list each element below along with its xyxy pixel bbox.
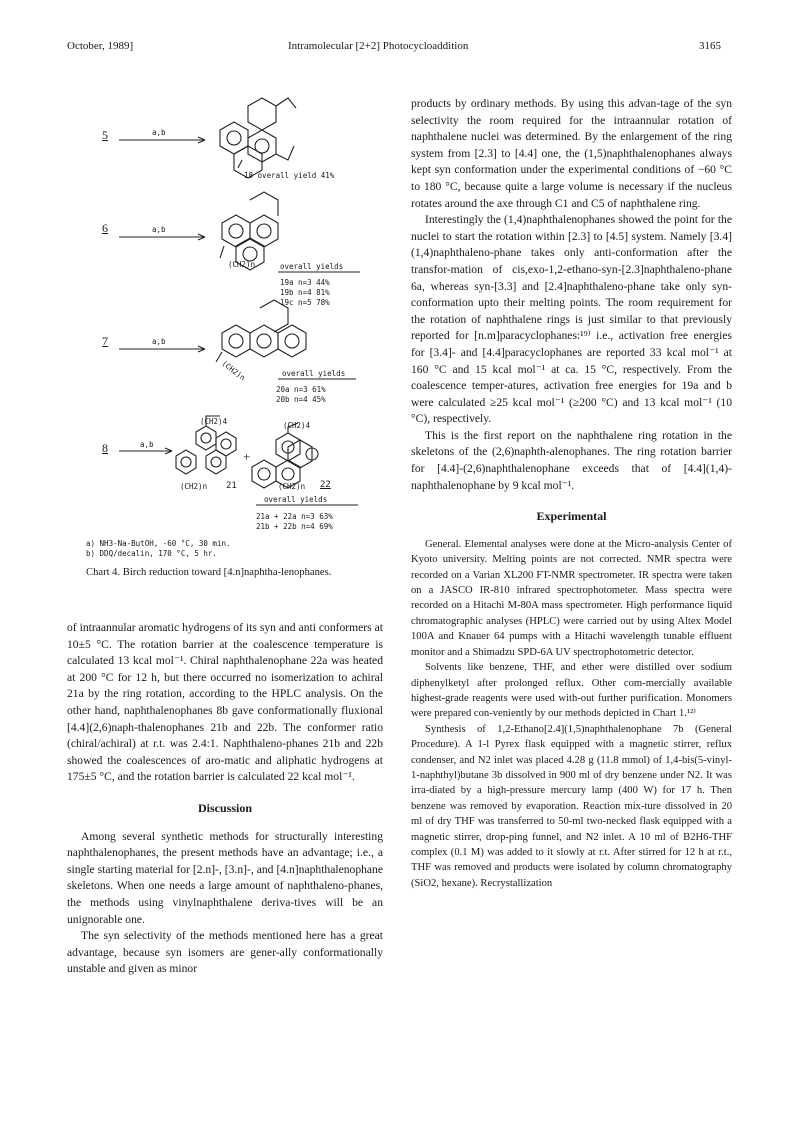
- chart-caption: Chart 4. Birch reduction toward [4.n]naphtha-lenophanes.: [86, 567, 332, 578]
- yield-row: 19c n=5 78%: [280, 298, 330, 307]
- yield-row: 19a n=3 44%: [280, 278, 330, 287]
- yields-title: overall yields: [264, 495, 328, 504]
- yields-title: overall yields: [282, 369, 346, 378]
- chain-label-bottom: (CH2)n: [278, 482, 306, 491]
- compound-label: 5: [102, 128, 108, 142]
- yield-row: 20a n=3 61%: [276, 385, 326, 394]
- experimental-section: [411, 537, 732, 891]
- chain-label: (CH2)n: [228, 260, 256, 269]
- yield-row: 19b n=4 81%: [280, 288, 330, 297]
- section-heading-experimental: Experimental: [536, 509, 607, 524]
- body-paragraph: The syn selectivity of the methods mentioned here has a great advantage, because syn isomers are gener-ally conformationally unstable and given as minor: [67, 929, 383, 976]
- reagent-label: a,b: [152, 225, 166, 234]
- yield-row: 21b + 22b n=4 69%: [256, 522, 333, 531]
- page-number: 3165: [699, 40, 721, 52]
- reagent-label: a,b: [152, 128, 166, 137]
- chain-label-bottom: (CH2)n: [180, 482, 208, 491]
- chain-label-top: (CH2)4: [200, 417, 228, 426]
- exp-paragraph: General. Elemental analyses were done at the Micro-analysis Center of Kyoto university. Melting points are not corrected. NMR spectra were recorded on a Varian XL200 FT-NMR spectrometer. IR spectra were taken on a JASCO IR-810 infrared spectrophotometer. Mass spectra were recorded on a Hitachi M-80A mass spectrometer. High performance liquid chromatographic analyses (HPLC) were carried out by using Altex Model 100A and Knauer 64 pumps with a Hitachi wavelength tunable effluent monitor and a Shimadzu SPD-6A UV spectrophotometric detector.: [411, 538, 732, 658]
- body-paragraph: Interestingly the (1,4)naphthalenophanes showed the point for the nuclei to start the rotation within [2.3] to [4.5] system. Namely [3.4](1,4)naphthaleno-phane takes only anti-conformation after the transfor-mation of cis,exo-1,2-ethano-syn-[2.3]naphthaleno-phane 6a, whereas syn-[3.3] and [2.4]naphthaleno-phane take only syn-conformation upto their melting points. The room requirement for the rotation of naphthalene rings is just similar to that previously reported for [n.m]paracyclophanes:¹⁹⁾ i.e., activation free energies for [3.4]- and [4.4]paracyclophanes are reported 33 kcal mol⁻¹ at 160 °C and 15 kcal mol⁻¹ at ca. 15 °C, respectively. From the coalescence temper-atures, activation free energies for 19a and b were calculated ≥25 kcal mol⁻¹ (≥200 °C) and 13 kcal mol⁻¹ (10 °C), respectively.: [411, 213, 732, 426]
- product-yield-18: 18 overall yield 41%: [244, 171, 335, 180]
- body-paragraph: products by ordinary methods. By using this advan-tage of the syn selectivity the room required for the intraannular rotation of naphthalene nuclei was determined. By the enlargement of the ring system from [2.3] to [4.4] one, the (1,5)naphthalenophanes always kept syn conformation under the experimental conditions of −60 °C to 180 °C, because quite a large volume is necessary if the nucleus rotates around the axe through C1 and C5 of naphthalene ring.: [411, 97, 732, 210]
- left-column: [67, 620, 383, 978]
- body-paragraph: This is the first report on the naphthalene ring rotation in the skeletons of the (2,6)naphth-alenophanes. The ring rotation barrier for [4.4]-(2,6)naphthalenophane exceeds that of [4.4](1,4)-naphthalenophane by 9 kcal mol⁻¹.: [411, 428, 732, 492]
- section-heading-discussion: Discussion: [197, 800, 253, 815]
- footnote: b) DDQ/decalin, 170 °C, 5 hr.: [86, 549, 217, 558]
- plus-sign: +: [243, 449, 251, 464]
- structure-20: [216, 300, 306, 362]
- running-date: October, 1989]: [67, 40, 134, 52]
- body-paragraph: of intraannular aromatic hydrogens of its syn and anti conformers at 10±5 °C. The rotation barrier at the coalescence temperature is calculated 13 kcal mol⁻¹. Chiral naphthalenophane 22a was heated at 200 °C for 12 h, but there occurred no isomerization to achiral 21a by the ring rotation, according to the HPLC analysis. On the other hand, naphthalenophanes 8b gave conformationally fluxional [4.4](2,6)naph-thalenophanes 21b and 22b. The conformer ratio (chiral/achiral) at r.t. was 2.4:1. Naphthaleno-phanes 21b and 22b showed the coalescences of aro-matic and aliphatic hydrogens at 175±5 °C, and the rotation barrier is calculated 22 kcal mol⁻¹.: [67, 621, 383, 784]
- reaction-arrows: [119, 137, 205, 454]
- yields-title: overall yields: [280, 262, 344, 271]
- structure-18: [220, 98, 296, 178]
- structure-22: [252, 423, 318, 488]
- yield-row: 20b n=4 45%: [276, 395, 326, 404]
- structure-19: [220, 192, 278, 270]
- body-paragraph: Among several synthetic methods for structurally interesting naphthalenophanes, the present methods have an advantage; i.e., a single starting material for [2.n]-, [3.n]-, and [4.n]naphthalenophane skeletons. When one needs a large amount of naphthaleno-phanes, the methods using vinylnaphthalene deriva-tives will be an unignorable one.: [67, 829, 383, 926]
- exp-paragraph: Synthesis of 1,2-Ethano[2.4](1,5)naphthalenophane 7b (General Procedure). A 1-l Pyrex flask equipped with a magnetic stirrer, reflux condenser, and N2 inlet was placed 4.28 g (11.8 mmol) of 1,4-bis(5-vinyl-1-naphthyl)butane 3b dissolved in 900 ml of dry benzene under N2. It was irra-diated by a high-pressure mercury lamp (400 W) for 17 h. Then benzene was removed by evaporation. Reaction mix-ture dissolved in 20 ml of dry THF was transferred to 50-ml two-necked flask equipped with a magnetic stirrer, drop-ping funnel, and N2 inlet. A 10 ml of B2H6-THF complex (0.1 M) was added to it slowly at r.t. After stirred for 12 h at r.t., THF was removed and products were isolated by column chromatography (SiO2, hexane). Recrystallization: [411, 723, 732, 889]
- footnote: a) NH3-Na-ButOH, -60 °C, 30 min.: [86, 539, 231, 548]
- reagent-label: a,b: [152, 337, 166, 346]
- exp-paragraph: Solvents like benzene, THF, and ether were distilled over sodium diphenylketyl after prolonged reflux. Other com-mercially available highest-grade reagents were used with-out further purification. Monomers were prepared con-veniently by our methods depicted in Chart 1.¹²⁾: [411, 662, 732, 720]
- compound-label: 7: [102, 334, 108, 348]
- product-label-21: 21: [226, 481, 237, 491]
- reagent-label: a,b: [140, 440, 154, 449]
- chain-label: (CH2)n: [220, 358, 247, 383]
- running-title: Intramolecular [2+2] Photocycloaddition: [288, 40, 469, 52]
- right-column: [411, 96, 732, 891]
- chain-label-top: (CH2)4: [283, 421, 311, 430]
- compound-label: 6: [102, 221, 108, 235]
- yield-row: 21a + 22a n=3 63%: [256, 512, 333, 521]
- product-label-22: 22: [320, 480, 331, 490]
- compound-label: 8: [102, 441, 108, 455]
